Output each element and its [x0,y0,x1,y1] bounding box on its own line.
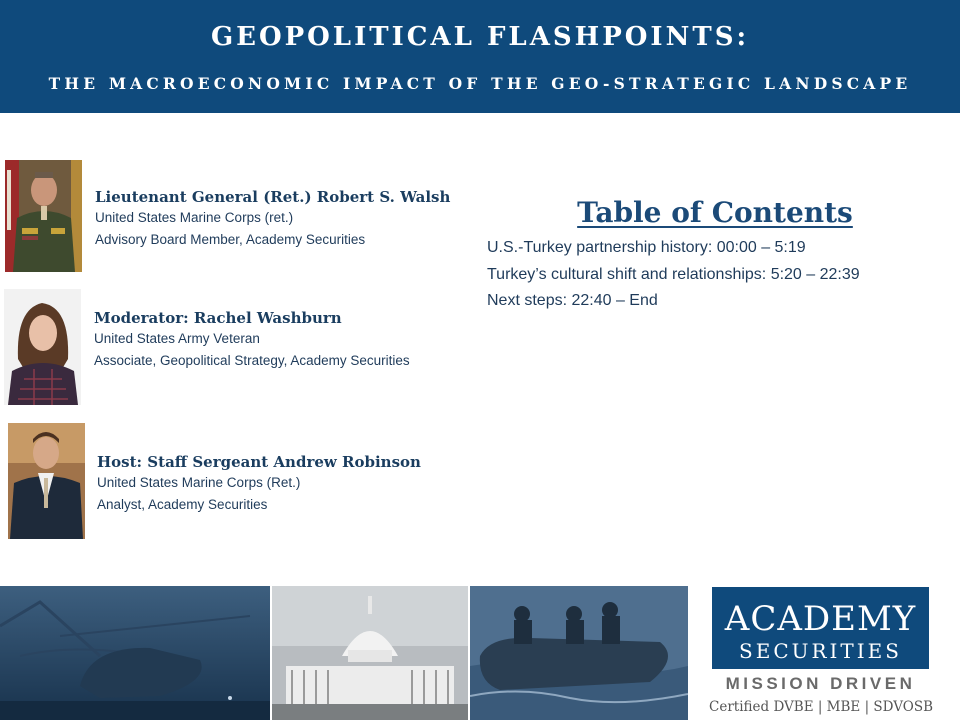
person-robinson [97,452,421,516]
person-name: Host: Staff Sergeant Andrew Robinson [97,453,421,471]
walsh-photo [5,160,82,272]
slide-subtitle: THE MACROECONOMIC IMPACT OF THE GEO-STRATEGIC LANDSCAPE [48,74,912,93]
person-name: Moderator: Rachel Washburn [94,309,342,327]
certification-line: Certified DVBE | MBE | SDVOSB [709,699,933,715]
robinson-photo [8,423,85,539]
capitol-image [272,586,468,720]
toc-item[interactable]: Turkey’s cultural shift and relationships: 5:20 – 22:39 [487,265,860,283]
person-walsh [95,187,450,251]
person-name: Lieutenant General (Ret.) Robert S. Walsh [95,188,451,206]
person-branch: United States Marine Corps (ret.) [95,210,294,225]
toc-item[interactable]: U.S.-Turkey partnership history: 00:00 – 5:19 [487,239,806,256]
toc-heading: Table of Contents [577,196,853,229]
person-washburn [94,308,410,372]
person-title: Advisory Board Member, Academy Securities [95,232,366,247]
logo-text-bottom: SECURITIES [739,639,902,663]
tagline: MISSION DRIVEN [725,674,916,693]
toc-item[interactable]: Next steps: 22:40 – End [487,292,658,309]
academy-securities-logo [712,587,929,669]
person-title: Analyst, Academy Securities [97,497,268,512]
person-branch: United States Army Veteran [94,331,260,346]
washburn-photo [4,289,81,405]
helicopter-image [0,586,270,720]
logo-text-top: ACADEMY [724,599,917,639]
slide-title: GEOPOLITICAL FLASHPOINTS: [210,22,750,52]
person-title: Associate, Geopolitical Strategy, Academy Securities [94,353,410,368]
person-branch: United States Marine Corps (Ret.) [97,475,301,490]
table-of-contents [487,196,947,315]
header-banner [0,0,960,113]
boat-image [470,586,688,720]
